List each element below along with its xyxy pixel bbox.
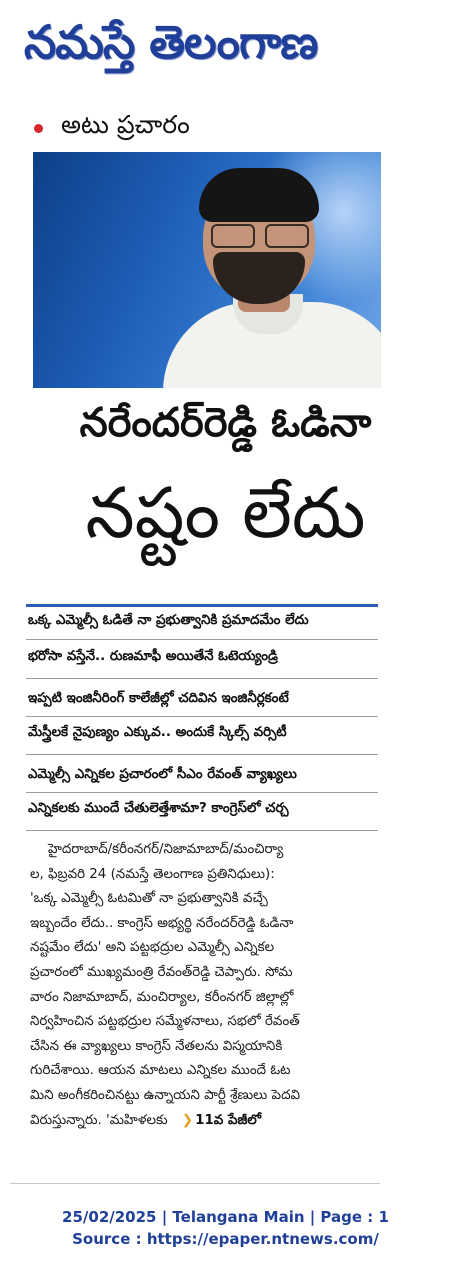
jump-arrow-icon: ❯ — [181, 1112, 194, 1128]
deck-line: ఎమ్మెల్సీ ఎన్నికల ప్రచారంలో సీఎం రేవంత్ వ్యాఖ్యలు — [28, 767, 297, 782]
body-line: నష్టమేం లేదు' అని పట్టభద్రుల ఎమ్మెల్సీ ఎన్నికల — [30, 940, 275, 956]
body-line: ల, ఫిబ్రవరి 24 (నమస్తే తెలంగాణ ప్రతినిధులు): — [30, 866, 275, 882]
jump-text: 11వ పేజీలో — [195, 1112, 262, 1128]
body-line: గురిచేశాయి. ఆయన మాటలు ఎన్నికల ముందే ఓట — [30, 1063, 291, 1079]
kicker-text: అటు ప్రచారం — [61, 110, 190, 139]
deck-line: ఇప్పటి ఇంజినీరింగ్ కాలేజీల్లో చదివిన ఇంజినీర్లకంటే — [28, 691, 289, 706]
article-body — [30, 838, 380, 1133]
news-photo — [33, 152, 381, 388]
headline-line-2: నష్టం లేదు — [85, 472, 366, 554]
footer-edition: 25/02/2025 | Telangana Main | Page : 1 — [62, 1208, 389, 1226]
headline-line-1: నరేందర్‌రెడ్డి ఓడినా — [79, 400, 372, 446]
section-kicker — [34, 108, 190, 148]
body-line: వారం నిజామాబాద్, మంచిర్యాల, కరీంనగర్ జిల్లాల్లో — [30, 989, 294, 1005]
body-line: ఇబ్బందేం లేదు.. కాంగ్రెస్ అభ్యర్థి నరేందర్‌రెడ్డి ఓడినా — [30, 915, 294, 931]
deck-line: ఎన్నికలకు ముందే చేతులెత్తేశామా? కాంగ్రెస్‌లో చర్చ — [28, 801, 289, 816]
body-line: హైదరాబాద్/కరీంనగర్/నిజామాబాద్/మంచిర్యా — [48, 842, 284, 857]
deck-line: భరోసా వస్తేనే.. రుణమాఫీ అయితేనే ఓటెయ్యండ్రి — [28, 649, 278, 664]
body-line: విరుస్తున్నారు. 'మహిళలకు — [30, 1112, 168, 1128]
body-line: ప్రచారంలో ముఖ్యమంత్రి రేవంత్‌రెడ్డి చెప్పారు. సోమ — [30, 964, 293, 980]
body-line: నిర్వహించిన పట్టభద్రుల సమ్మేళనాలు, సభలో రేవంత్ — [30, 1014, 300, 1030]
body-line: 'ఒక్క ఎమ్మెల్సీ ఓటమితో నా ప్రభుత్వానికి వచ్చే — [30, 891, 268, 907]
body-line-last — [30, 1109, 380, 1134]
footer-source[interactable]: Source : https://epaper.ntnews.com/ — [72, 1230, 379, 1248]
deck-line: ఒక్క ఎమ్మెల్సీ ఓడితే నా ప్రభుత్వానికి ప్రమాదమేం లేదు — [28, 613, 309, 628]
deck-line: మేస్త్రీలకే నైపుణ్యం ఎక్కువ.. అందుకే స్కిల్స్ వర్సిటీ — [28, 725, 287, 740]
masthead-title: నమస్తే తెలంగాణ — [24, 15, 318, 69]
bullet-dot-icon — [34, 124, 43, 133]
footer-divider — [10, 1183, 380, 1184]
body-line: మిని అంగీకరించినట్టు ఉన్నాయని పార్టీ శ్రేణులు పెదవి — [30, 1087, 301, 1103]
body-line: చేసిన ఈ వ్యాఖ్యలు కాంగ్రెస్ నేతలను విస్మయానికి — [30, 1038, 283, 1054]
continued-jump[interactable] — [182, 1113, 261, 1128]
